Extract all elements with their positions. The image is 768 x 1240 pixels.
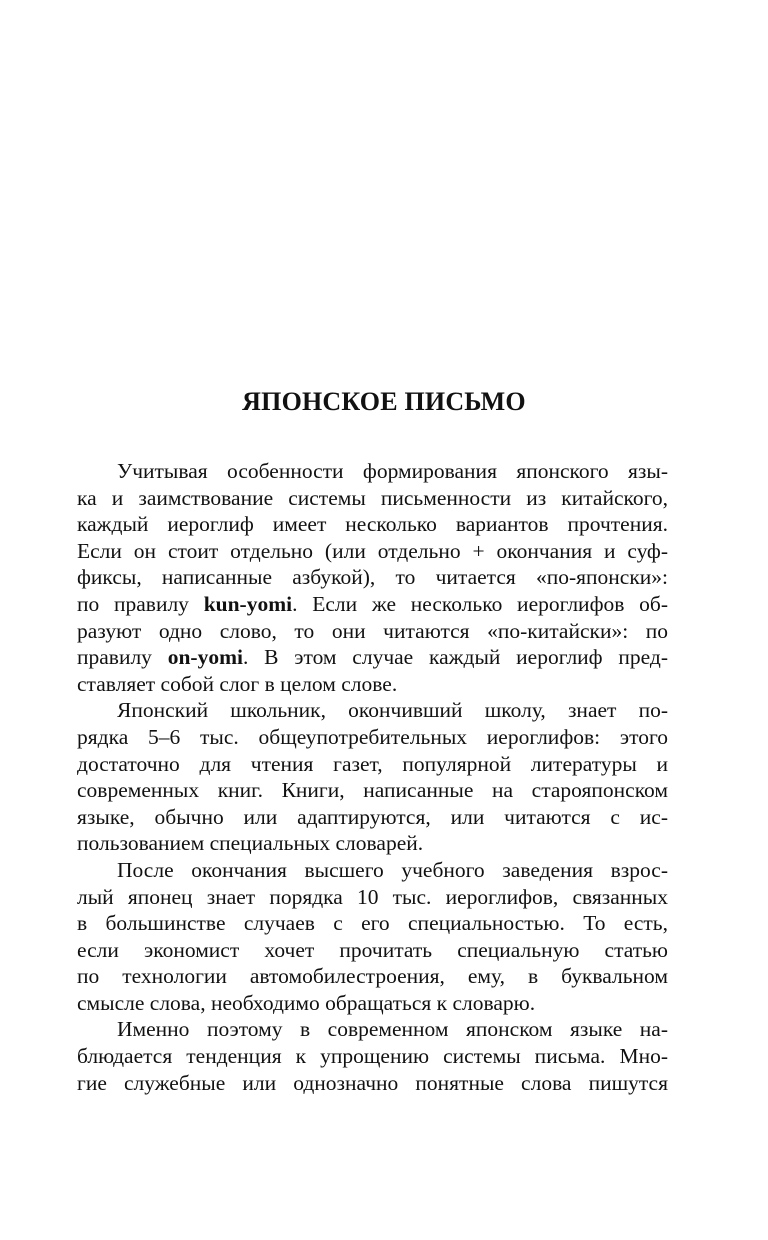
text-line-with-term [77,591,668,618]
term-kun-yomi: kun-yomi [203,591,293,616]
term-on-yomi: on-yomi [167,645,243,670]
text-line: каждый иероглиф имеет несколько вариантов прочтения. [77,512,668,537]
text-line: пользованием специальных словарей. [77,831,424,856]
text-line: достаточно для чтения газет, популярной литературы и [77,751,668,776]
text-line: по технологии автомобилестроения, ему, в буквальном [77,964,668,989]
text-segment: правилу [77,645,168,670]
text-line: рядка 5–6 тыс. общеупотребительных иероглифов: этого [77,724,668,749]
text-segment: . В этом случае каждый иероглиф пред- [242,645,669,670]
text-line: в большинстве случаев с его специальностью. То есть, [77,911,668,936]
text-line: ка и заимствование системы письменности из китайского, [77,485,668,510]
text-line: Учитывая особенности формирования японского язы- [117,459,668,483]
page-title: ЯПОНСКОЕ ПИСЬМО [242,387,526,416]
text-line: если экономист хочет прочитать специальную статью [77,937,668,962]
text-line: блюдается тенденция к упрощению системы письма. Мно- [77,1044,668,1069]
text-line: фиксы, написанные азбукой), то читается «по-японски»: [77,565,668,590]
paragraph-3 [77,857,668,1017]
text-line: Японский школьник, окончивший школу, знает по- [117,698,668,723]
text-line: ставляет собой слог в целом слове. [77,671,398,696]
body-text [77,458,668,1096]
text-line: разуют одно слово, то они читаются «по-китайски»: по [77,618,668,643]
text-line: После окончания высшего учебного заведения взрос- [117,857,668,882]
paragraph-2 [77,697,668,857]
text-line: гие служебные или однозначно понятные слова пишутся [77,1070,668,1095]
paragraph-4 [77,1016,668,1096]
text-line: Если он стоит отдельно (или отдельно + окончания и суф- [77,538,668,563]
text-line: языке, обычно или адаптируются, или читаются с ис- [77,804,668,829]
text-line: современных книг. Книги, написанные на старояпонском [77,778,668,803]
text-segment: . Если же несколько иероглифов об- [292,591,668,616]
text-line: Именно поэтому в современном японском языке на- [117,1017,668,1042]
text-segment: по правилу [77,591,204,616]
text-line-with-term [77,644,668,671]
text-line: смысле слова, необходимо обращаться к словарю. [77,990,536,1015]
paragraph-1 [77,458,668,697]
text-line: лый японец знает порядка 10 тыс. иероглифов, связанных [77,884,668,909]
